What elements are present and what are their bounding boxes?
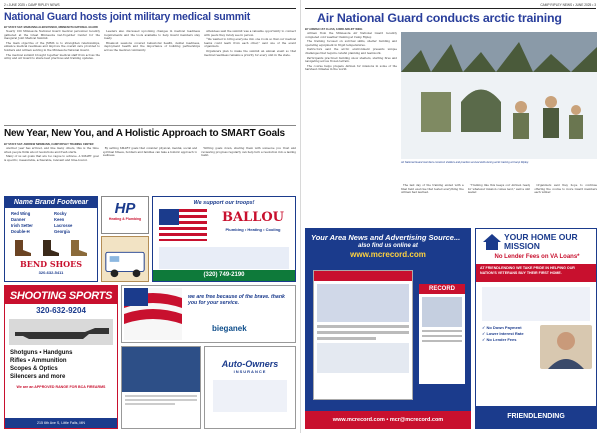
ad-ballou-phone: (320) 749-2190 bbox=[153, 270, 295, 281]
ad-va-title: YOUR HOME OUR MISSION bbox=[504, 232, 578, 251]
ad-bend-shoes[interactable] bbox=[4, 196, 98, 282]
article-body-smart-goals bbox=[4, 147, 296, 193]
list-item: Rifles • Ammunition bbox=[10, 358, 67, 364]
person-icon bbox=[540, 325, 592, 369]
article-headline-arctic-training: Air National Guard conducts arctic training bbox=[317, 11, 562, 25]
article-byline-2: BY STAFF SGT. ANDREW NEWMANN, CAMP RIPLEY TRAINING CENTER bbox=[4, 143, 94, 146]
ad-shooting-title: SHOOTING SPORTS bbox=[5, 286, 117, 304]
brand: Irish Setter bbox=[11, 223, 33, 228]
ad-rsl-photo bbox=[122, 347, 200, 392]
ad-rsl-text bbox=[122, 392, 200, 408]
ad-auto-title: Auto-Owners bbox=[221, 359, 279, 369]
ad-shooting-phone: 320-632-9204 bbox=[36, 306, 86, 315]
article-column: Airmen from the Minnesota Air National Guard recently completed cold weather training at Camp Ripley. The training focused on survival skills, shelter building and operating equipment in frigid temperatures. Instructors said the arctic environment presents unique challenges that require careful planning and teamwork. Participants practiced building snow shelters, starting fires and navigating across frozen terrain. The course helps prepare Airmen for missions in some of the harshest climates in the world. bbox=[305, 32, 397, 72]
list-item: ✓ No Lender Fees bbox=[482, 337, 517, 342]
right-page bbox=[300, 0, 600, 433]
ad-auto-sub: INSURANCE bbox=[233, 369, 267, 374]
article-byline: BY STAFF SGT. MARIANNA ALEKSIYENKO, MINNESOTA NATIONAL GUARD bbox=[4, 26, 98, 29]
ad-va-loan[interactable] bbox=[475, 228, 597, 429]
folio-rule bbox=[305, 8, 596, 9]
article-column: “Training like this keeps our Airmen ready for whatever mission comes next,” said a unit leader. bbox=[467, 184, 531, 195]
ad-brave-bank-name: bieganek bbox=[212, 324, 247, 333]
list-item: Silencers and more bbox=[10, 374, 66, 380]
article-headline-medical-summit: National Guard hosts joint military medical summit bbox=[4, 11, 251, 23]
ad-record-line1: Your Area News and Advertising Source... bbox=[311, 233, 461, 242]
ad-hp-logo: HP bbox=[114, 200, 136, 217]
article-byline: BY AIRMAN 1ST CLASS, 133RD AIRLIFT WING bbox=[305, 28, 363, 31]
ad-record-screenshot bbox=[313, 270, 413, 400]
ad-va-agent-photo bbox=[540, 325, 592, 369]
ad-hp-photo bbox=[101, 236, 149, 282]
ad-record-line2: also find us online at bbox=[358, 243, 418, 249]
ad-record-footer[interactable]: www.mcrecord.com • mcr@mcrecord.com bbox=[305, 411, 471, 429]
left-folio: 2 • JUNE 2025 • CAMP RIPLEY NEWS bbox=[4, 3, 60, 7]
ad-rsl[interactable] bbox=[121, 346, 201, 429]
brand: Double-H bbox=[11, 229, 30, 234]
ad-ballou-name: BALLOU bbox=[221, 210, 285, 225]
ad-shooting-footer: We are an APPROVED RANGE FOR BCA FIREARMS bbox=[16, 385, 106, 389]
folio-rule bbox=[4, 8, 296, 9]
ad-shooting-item-list bbox=[5, 347, 117, 383]
boot-icon bbox=[40, 239, 62, 257]
ad-va-bullet-list bbox=[482, 325, 536, 343]
ad-shooting-address: 215 6th Ave S, Little Falls, MN bbox=[5, 418, 117, 428]
ad-brave-bank[interactable] bbox=[121, 285, 296, 343]
boot-icon bbox=[12, 239, 34, 257]
ad-bend-store-name: BEND SHOES bbox=[19, 259, 83, 269]
ad-bend-boot-images bbox=[5, 237, 97, 259]
ad-va-subtitle: No Lender Fees on VA Loans* bbox=[494, 254, 580, 260]
article-body-medical-summit bbox=[4, 30, 200, 122]
brand: Lacrosse bbox=[54, 223, 73, 228]
list-item: Scopes & Optics bbox=[10, 366, 58, 372]
section-divider bbox=[4, 125, 296, 126]
flag-icon bbox=[159, 209, 207, 241]
ad-record-url[interactable]: www.mcrecord.com bbox=[350, 250, 426, 259]
ad-bend-brand-list bbox=[5, 208, 97, 237]
article-body-arctic bbox=[305, 32, 397, 222]
ad-shooting-sports[interactable] bbox=[4, 285, 118, 429]
ad-va-text-block bbox=[482, 287, 590, 321]
rifle-icon bbox=[9, 319, 115, 345]
house-icon bbox=[482, 233, 502, 256]
ad-brave-text: we are free because of the brave. thank you for your service. bbox=[188, 294, 285, 307]
article-column: Writing goals down, sharing them with someone you trust and reviewing progress regularly can help turn a resolution into a lasting habit. bbox=[201, 147, 297, 158]
brand: Georgia bbox=[54, 229, 70, 234]
article-column: Leaders also discussed upcoming changes in medical readiness requirements and the tools available to help Guard members stay ready. Breakout sessions covered behavioral health, dental readiness, deployment health and the importance of building partnerships across the medical community. bbox=[104, 30, 200, 52]
ad-record-paper bbox=[419, 284, 465, 384]
ad-ballou-support: We support our troops! bbox=[193, 200, 255, 206]
article-column: Organizers said they hope to continue offering the course to more Guard members each winter. bbox=[534, 184, 598, 195]
ad-record-paper-title: RECORD bbox=[419, 284, 465, 294]
article-body-arctic-2 bbox=[401, 184, 597, 224]
brand: Danner bbox=[11, 217, 26, 222]
ad-va-bar: AT FRIENDLENDING WE TAKE PRIDE IN HELPING OUR NATION'S VETERANS BUY THEIR FIRST HOME. bbox=[476, 264, 596, 282]
ad-auto-owners[interactable] bbox=[204, 346, 296, 429]
article-headline-smart-goals: New Year, New You, and A Holistic Approach to SMART Goals bbox=[4, 128, 285, 139]
hp-van-icon bbox=[102, 237, 148, 281]
arctic-scene-image bbox=[401, 32, 597, 159]
brand: Red Wing bbox=[11, 211, 31, 216]
ad-hp-heating[interactable] bbox=[101, 196, 149, 234]
ad-bend-phone: 320-632-5411 bbox=[38, 270, 64, 275]
ad-hp-sub: Heating & Plumbing bbox=[108, 217, 142, 221]
ad-ballou-services: Plumbing • Heating • Cooling bbox=[225, 227, 281, 232]
ad-ballou[interactable] bbox=[152, 196, 296, 282]
ad-bend-title: Name Brand Footwear bbox=[5, 197, 97, 208]
article-column: Nearly 100 Minnesota National Guard medical personnel recently gathered at the Great Minnesota Get-Together Center for the inaugural Joint Medical Summit. The main objective of the JMMS is to strengthen relationships, enhance medical readiness and improve the overall care provided to Soldiers and Airmen serving in the Minnesota National Guard. The medical summit brought together medical staff from across the Army and Air Guard to share best practices and training updates. bbox=[4, 30, 100, 61]
article-column: The last day of the training ended with a final field exercise that tested everything the Airmen had learned. bbox=[401, 184, 464, 195]
ad-ballou-photo bbox=[159, 247, 289, 269]
flag-icon bbox=[124, 288, 182, 340]
article-column: Another year has arrived, and like many others, this is the time when people think about resolutions and fresh starts. Many of us set goals that are too vague to achieve. A SMART goal is specific, measurable, achievable, relevant and time-bound. bbox=[4, 147, 99, 162]
boot-icon bbox=[68, 239, 90, 257]
article-body-col3 bbox=[204, 30, 296, 122]
ad-auto-text-block bbox=[213, 380, 287, 412]
brand: Rocky bbox=[54, 211, 67, 216]
article-column: Attendees said the summit was a valuable opportunity to connect with peers they rarely see in person. “We wanted to bring everyone into one room so that our medical teams could learn from each other,” said one of the event organizers. Organizers plan to make the summit an annual event so that medical readiness remains a priority for every unit in the state. bbox=[204, 30, 296, 57]
photo-caption: Air National Guard members construct shelters and practice survival skills during arctic training at Camp Ripley. bbox=[401, 161, 529, 164]
right-folio: CAMP RIPLEY NEWS • JUNE 2025 • 3 bbox=[540, 3, 596, 7]
article-column: By setting SMART goals that consider physical, mental, social and spiritual fitness, Soldiers and families can take a holistic approach to wellness. bbox=[102, 147, 198, 158]
brand: Keen bbox=[54, 217, 65, 222]
ad-va-brand: FRIENDLENDING bbox=[476, 406, 596, 428]
list-item: ✓ Lower Interest Rate bbox=[482, 331, 524, 336]
arctic-training-photo bbox=[401, 32, 597, 159]
ad-mc-record[interactable] bbox=[305, 228, 471, 429]
list-item: ✓ No Down Payment bbox=[482, 325, 522, 330]
ad-shooting-photo bbox=[9, 319, 113, 345]
list-item: Shotguns • Handguns bbox=[10, 350, 73, 356]
